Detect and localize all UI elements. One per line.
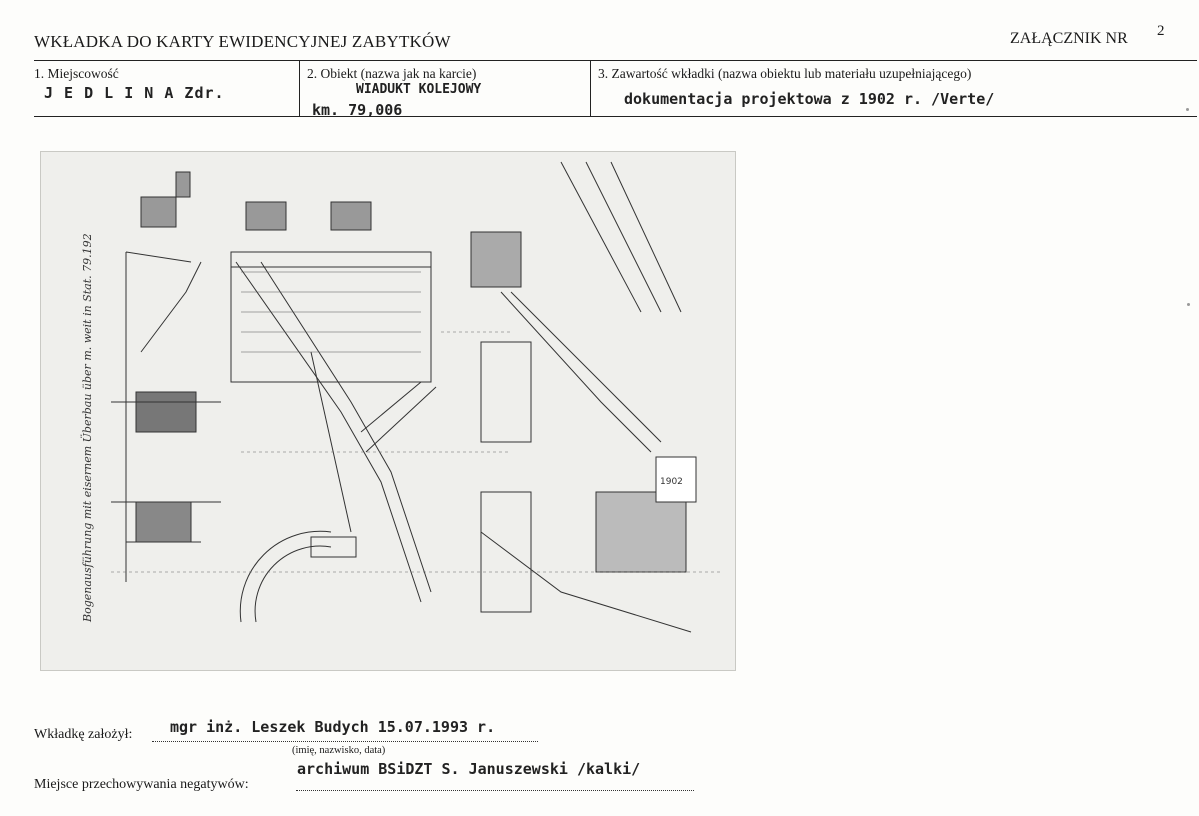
founder-dotted-line [152,740,538,742]
header-divider [34,60,1197,61]
column-divider-1 [299,60,300,116]
annex-label: ZAŁĄCZNIK NR [1010,30,1128,47]
field-object-label: 2. Obiekt (nazwa jak na karcie) [307,66,477,81]
storage-value: archiwum BSiDZT S. Januszewski /kalki/ [297,760,641,778]
field-locality-value: J E D L I N A Zdr. [44,84,225,102]
storage-label: Miejsce przechowywania negatywów: [34,777,249,792]
founder-hint: (imię, nazwisko, data) [292,745,386,756]
founder-value: mgr inż. Leszek Budych 15.07.1993 r. [170,718,496,736]
field-object-value-line2: km. 79,006 [312,101,403,119]
field-object-value-line1: WIADUKT KOLEJOWY [356,82,482,97]
viaduct-drawing [41,152,735,670]
drawing-vertical-title: Bogenausführung mit eisernem Überbau über m. weit in Stat. 79.192 [81,233,94,622]
column-divider-2 [590,60,591,116]
scan-speck [1186,108,1189,111]
field-locality-label: 1. Miejscowość [34,66,119,81]
scan-speck [1187,303,1190,306]
card-title: WKŁADKA DO KARTY EWIDENCYJNEJ ZABYTKÓW [34,32,451,51]
drawing-stamp: 1902 [660,477,683,487]
founder-label: Wkładkę założył: [34,727,133,742]
field-content-value: dokumentacja projektowa z 1902 r. /Verte/ [624,90,995,108]
annex-number: 2 [1157,23,1165,39]
fields-divider [34,116,1197,117]
field-content-label: 3. Zawartość wkładki (nazwa obiektu lub materiału uzupełniającego) [598,66,972,81]
storage-dotted-line [296,789,694,791]
technical-drawing-photo [40,151,736,671]
